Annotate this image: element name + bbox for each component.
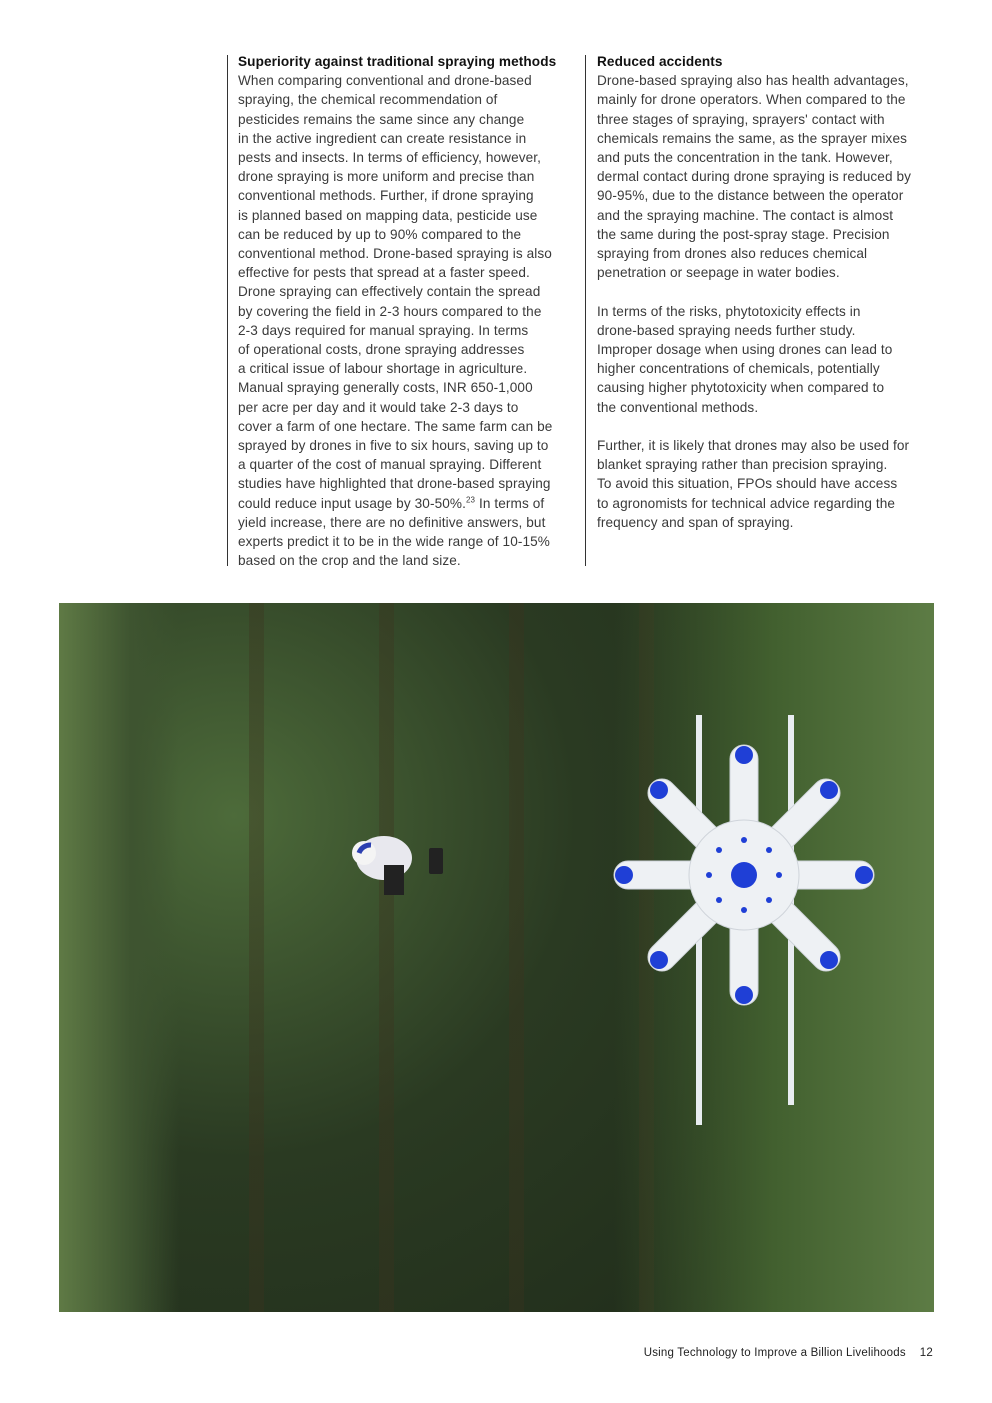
- text-line: chemicals remains the same, as the sprayer mixes: [597, 130, 908, 146]
- text-line: studies have highlighted that drone-based spraying: [238, 476, 551, 492]
- text-line: penetration or seepage in water bodies.: [597, 265, 840, 281]
- text-line: drone spraying is more uniform and precise than: [238, 169, 535, 185]
- text-line: pesticides remains the same since any change: [238, 111, 525, 127]
- text-line: can be reduced by up to 90% compared to the: [238, 226, 522, 242]
- text-line: spraying from drones also reduces chemical: [597, 246, 868, 262]
- text-line: spraying, the chemical recommendation of: [238, 92, 498, 108]
- right-column: [597, 52, 937, 532]
- footnote-ref[interactable]: 23: [465, 495, 476, 505]
- drone-field-photo: [59, 603, 934, 1312]
- text-line: cover a farm of one hectare. The same farm can be: [238, 418, 553, 434]
- farmer-figure: [352, 836, 443, 895]
- text-line: 90-95%, due to the distance between the operator: [597, 188, 904, 204]
- text-line: the same during the post-spray stage. Precision: [597, 226, 890, 242]
- text-line: drone-based spraying needs further study.: [597, 322, 856, 338]
- text-line: and puts the concentration in the tank. However,: [597, 150, 893, 166]
- left-column: [238, 52, 578, 570]
- text-line: of operational costs, drone spraying addresses: [238, 342, 525, 358]
- section-heading: Reduced accidents: [597, 54, 723, 69]
- drone-illustration: [59, 603, 934, 1312]
- left-column-rule: [227, 55, 228, 566]
- text-line: by covering the field in 2-3 hours compared to the: [238, 303, 542, 319]
- text-line: Improper dosage when using drones can lead to: [597, 342, 893, 358]
- text-line: per acre per day and it would take 2-3 days to: [238, 399, 519, 415]
- text: In terms of: [475, 495, 545, 511]
- text-line: When comparing conventional and drone-based: [238, 73, 532, 89]
- page-footer: [644, 1347, 933, 1359]
- text-line: In terms of the risks, phytotoxicity effects in: [597, 303, 861, 319]
- text-line: based on the crop and the land size.: [238, 553, 461, 569]
- text-line: conventional method. Drone-based spraying is also: [238, 246, 552, 262]
- text-line: blanket spraying rather than precision spraying.: [597, 457, 888, 473]
- text-line: higher concentrations of chemicals, potentially: [597, 361, 880, 377]
- page-number: 12: [919, 1347, 933, 1359]
- text-line: sprayed by drones in five to six hours, saving up to: [238, 438, 549, 454]
- text-line: dermal contact during drone spraying is reduced by: [597, 169, 912, 185]
- text-line: Further, it is likely that drones may also be used for: [597, 438, 910, 454]
- text-line: is planned based on mapping data, pesticide use: [238, 207, 538, 223]
- text-line: three stages of spraying, sprayers' contact with: [597, 111, 885, 127]
- text-line: yield increase, there are no definitive answers, but: [238, 514, 546, 530]
- text-line: causing higher phytotoxicity when compared to: [597, 380, 885, 396]
- text-line: to agronomists for technical advice regarding the: [597, 495, 896, 511]
- text-line: Manual spraying generally costs, INR 650-1,000: [238, 380, 533, 396]
- text-line: a quarter of the cost of manual spraying. Different: [238, 457, 542, 473]
- text-line: pests and insects. In terms of efficiency, however,: [238, 150, 542, 166]
- text-line: experts predict it to be in the wide range of 10-15%: [238, 534, 550, 550]
- text-line: Drone spraying can effectively contain the spread: [238, 284, 541, 300]
- text-line: in the active ingredient can create resistance in: [238, 130, 527, 146]
- text-line: 2-3 days required for manual spraying. In terms: [238, 322, 529, 338]
- section-heading: Superiority against traditional spraying methods: [238, 54, 557, 69]
- text-line: effective for pests that spread at a faster speed.: [238, 265, 530, 281]
- text-line: and the spraying machine. The contact is almost: [597, 207, 894, 223]
- text-line: a critical issue of labour shortage in agriculture.: [238, 361, 528, 377]
- text-line: To avoid this situation, FPOs should have access: [597, 476, 898, 492]
- middle-column-rule: [585, 55, 586, 566]
- text-line: Drone-based spraying also has health advantages,: [597, 73, 909, 89]
- text-line: conventional methods. Further, if drone spraying: [238, 188, 534, 204]
- drone: [614, 715, 874, 1125]
- text-line: mainly for drone operators. When compared to the: [597, 92, 906, 108]
- text-line: the conventional methods.: [597, 399, 759, 415]
- text: could reduce input usage by 30-50%.: [238, 495, 466, 511]
- text-line: frequency and span of spraying.: [597, 514, 794, 530]
- text-line: [238, 494, 578, 513]
- footer-title: Using Technology to Improve a Billion Livelihoods: [643, 1347, 906, 1359]
